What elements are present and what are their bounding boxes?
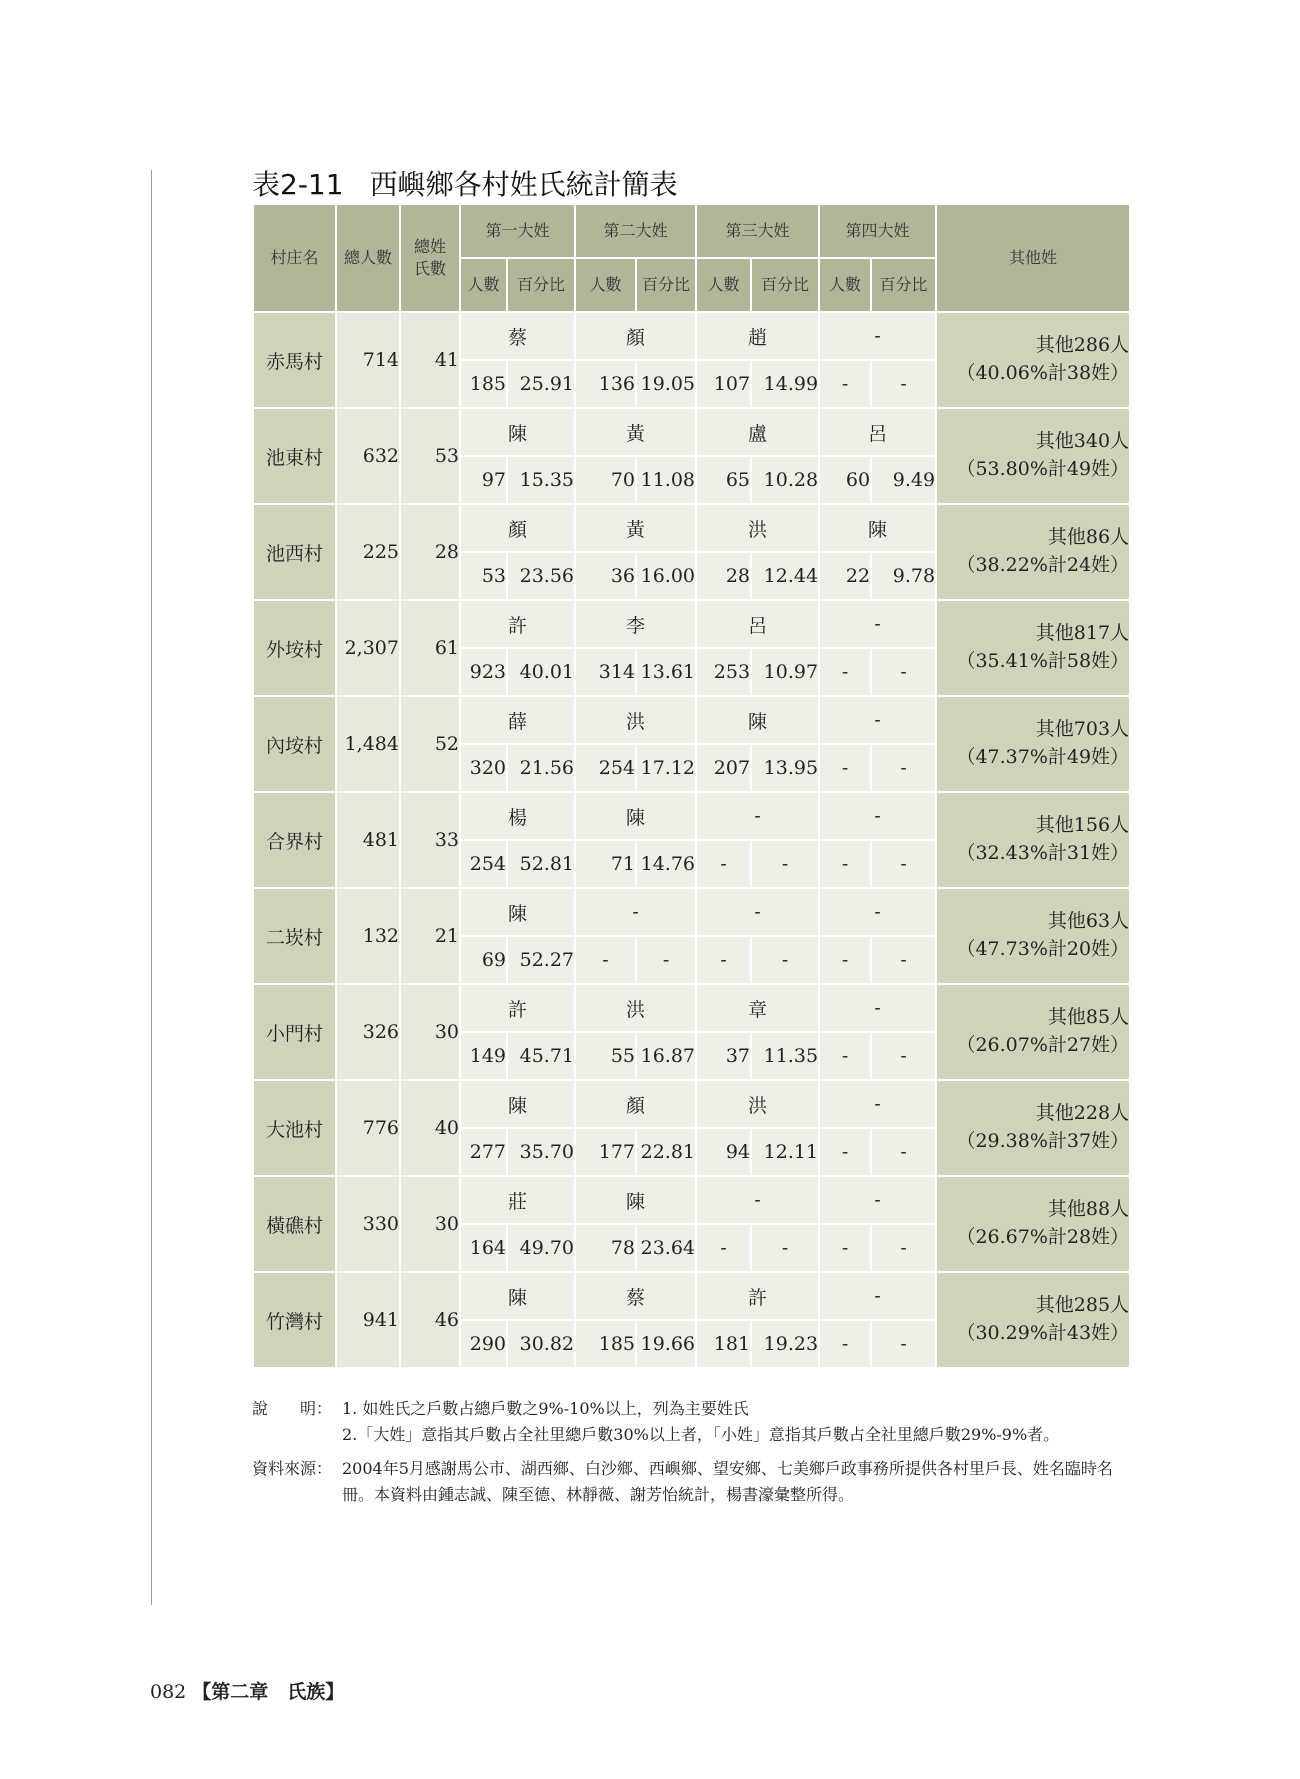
percent-cell: 9.49 (871, 456, 936, 504)
other-surnames-cell (936, 792, 1130, 888)
other-percent: （30.29%計43姓） (956, 1322, 1130, 1344)
percent-cell: - (871, 1032, 936, 1080)
percent-cell: - (751, 936, 819, 984)
surname-cell: 陳 (819, 504, 936, 552)
surname-cell: 洪 (575, 696, 696, 744)
count-cell: - (819, 936, 871, 984)
population-cell: 132 (336, 888, 400, 984)
other-count: 其他817人 (1035, 622, 1130, 645)
header-people: 人數 (575, 258, 636, 312)
percent-cell: - (871, 744, 936, 792)
count-cell: 55 (575, 1032, 636, 1080)
header-third-surname: 第三大姓 (696, 204, 819, 258)
note-item: 2.「大姓」意指其戶數占全社里總戶數30%以上者，「小姓」意指其戶數占全社里總戶數29%-9%者。 (342, 1425, 1060, 1444)
count-cell: 70 (575, 456, 636, 504)
surname-cell: 許 (460, 984, 575, 1032)
count-cell: 181 (696, 1320, 751, 1368)
surname-cell: 陳 (460, 408, 575, 456)
surname-count-cell: 46 (400, 1272, 460, 1368)
count-cell: - (819, 1032, 871, 1080)
header-people: 人數 (819, 258, 871, 312)
surname-cell: - (819, 1176, 936, 1224)
count-cell: - (696, 840, 751, 888)
table-row (253, 600, 1130, 648)
chapter-title: 【第二章 氏族】 (192, 1681, 345, 1703)
percent-cell: 19.23 (751, 1320, 819, 1368)
header-percent: 百分比 (751, 258, 819, 312)
village-name-cell: 橫礁村 (253, 1176, 336, 1272)
count-cell: - (819, 1128, 871, 1176)
count-cell: 65 (696, 456, 751, 504)
population-cell: 330 (336, 1176, 400, 1272)
count-cell: 97 (460, 456, 507, 504)
header-percent: 百分比 (507, 258, 575, 312)
table-row (253, 1176, 1130, 1224)
percent-cell: 23.56 (507, 552, 575, 600)
header-fourth-surname: 第四大姓 (819, 204, 936, 258)
count-cell: 185 (575, 1320, 636, 1368)
percent-cell: - (751, 1224, 819, 1272)
count-cell: 53 (460, 552, 507, 600)
surname-cell: 黃 (575, 408, 696, 456)
surname-cell: - (819, 696, 936, 744)
surname-count-cell: 28 (400, 504, 460, 600)
percent-cell: - (871, 648, 936, 696)
count-cell: 107 (696, 360, 751, 408)
surname-cell: 楊 (460, 792, 575, 840)
surname-count-cell: 30 (400, 1176, 460, 1272)
percent-cell: 11.35 (751, 1032, 819, 1080)
percent-cell: 40.01 (507, 648, 575, 696)
header-people: 人數 (696, 258, 751, 312)
percent-cell: 17.12 (636, 744, 696, 792)
surname-cell: - (575, 888, 696, 936)
other-count: 其他228人 (1035, 1102, 1130, 1125)
surname-cell: 趙 (696, 312, 819, 360)
count-cell: - (819, 840, 871, 888)
count-cell: 254 (575, 744, 636, 792)
percent-cell: 14.99 (751, 360, 819, 408)
percent-cell: 9.78 (871, 552, 936, 600)
village-name-cell: 竹灣村 (253, 1272, 336, 1368)
percent-cell: 30.82 (507, 1320, 575, 1368)
count-cell: 253 (696, 648, 751, 696)
percent-cell: 15.35 (507, 456, 575, 504)
surname-cell: 顏 (575, 312, 696, 360)
count-cell: - (819, 360, 871, 408)
table-row (253, 312, 1130, 360)
percent-cell: 19.66 (636, 1320, 696, 1368)
surname-count-cell: 41 (400, 312, 460, 408)
header-percent: 百分比 (636, 258, 696, 312)
population-cell: 714 (336, 312, 400, 408)
village-name-cell: 內垵村 (253, 696, 336, 792)
percent-cell: - (636, 936, 696, 984)
surname-cell: 陳 (696, 696, 819, 744)
count-cell: 22 (819, 552, 871, 600)
surname-cell: 洪 (575, 984, 696, 1032)
other-count: 其他285人 (1035, 1294, 1130, 1317)
percent-cell: 22.81 (636, 1128, 696, 1176)
other-count: 其他156人 (1035, 814, 1130, 837)
percent-cell: 23.64 (636, 1224, 696, 1272)
surname-cell: - (696, 792, 819, 840)
other-percent: （38.22%計24姓） (956, 554, 1130, 576)
percent-cell: - (751, 840, 819, 888)
population-cell: 1,484 (336, 696, 400, 792)
percent-cell: 52.27 (507, 936, 575, 984)
other-percent: （32.43%計31姓） (956, 842, 1130, 864)
other-surnames-cell (936, 504, 1130, 600)
percent-cell: 21.56 (507, 744, 575, 792)
surname-cell: 蔡 (575, 1272, 696, 1320)
percent-cell: 45.71 (507, 1032, 575, 1080)
notes-label: 說 明： (252, 1399, 333, 1418)
population-cell: 632 (336, 408, 400, 504)
header-second-surname: 第二大姓 (575, 204, 696, 258)
percent-cell: 25.91 (507, 360, 575, 408)
other-percent: （47.37%計49姓） (956, 746, 1130, 768)
table-row (253, 1272, 1130, 1320)
table-row (253, 888, 1130, 936)
other-surnames-cell (936, 1176, 1130, 1272)
village-name-cell: 小門村 (253, 984, 336, 1080)
count-cell: 923 (460, 648, 507, 696)
surname-cell: - (819, 888, 936, 936)
surname-cell: - (819, 792, 936, 840)
surname-cell: - (819, 600, 936, 648)
village-name-cell: 赤馬村 (253, 312, 336, 408)
surname-cell: - (696, 888, 819, 936)
percent-cell: - (871, 1128, 936, 1176)
percent-cell: 19.05 (636, 360, 696, 408)
table-row (253, 408, 1130, 456)
percent-cell: 49.70 (507, 1224, 575, 1272)
other-percent: （47.73%計20姓） (956, 938, 1130, 960)
surname-cell: 陳 (460, 888, 575, 936)
surname-cell: 薛 (460, 696, 575, 744)
percent-cell: 13.95 (751, 744, 819, 792)
count-cell: 28 (696, 552, 751, 600)
surname-cell: 李 (575, 600, 696, 648)
village-name-cell: 大池村 (253, 1080, 336, 1176)
count-cell: 320 (460, 744, 507, 792)
percent-cell: - (871, 360, 936, 408)
percent-cell: 16.87 (636, 1032, 696, 1080)
header-people: 人數 (460, 258, 507, 312)
surname-cell: - (696, 1176, 819, 1224)
surname-count-cell: 61 (400, 600, 460, 696)
surname-cell: 洪 (696, 1080, 819, 1128)
count-cell: - (819, 648, 871, 696)
table-title-text: 西嶼鄉各村姓氏統計簡表 (369, 168, 678, 201)
count-cell: 314 (575, 648, 636, 696)
surname-cell: 莊 (460, 1176, 575, 1224)
source-text: 2004年5月感謝馬公市、湖西鄉、白沙鄉、西嶼鄉、望安鄉、七美鄉戶政事務所提供各村里戶長、姓名臨時名冊。本資料由鍾志誠、陳至德、林靜薇、謝芳怡統計，楊書濠彙整所得。 (342, 1459, 1113, 1504)
percent-cell: 16.00 (636, 552, 696, 600)
other-count: 其他88人 (1047, 1198, 1130, 1221)
table-title (252, 163, 678, 203)
other-percent: （29.38%計37姓） (956, 1130, 1130, 1152)
surname-cell: - (819, 984, 936, 1032)
surname-cell: 許 (696, 1272, 819, 1320)
other-surnames-cell (936, 888, 1130, 984)
header-surname-count: 總姓 氏數 (400, 204, 460, 312)
surname-cell: 顏 (575, 1080, 696, 1128)
count-cell: 277 (460, 1128, 507, 1176)
other-count: 其他340人 (1035, 430, 1130, 453)
count-cell: 60 (819, 456, 871, 504)
population-cell: 326 (336, 984, 400, 1080)
percent-cell: 10.28 (751, 456, 819, 504)
count-cell: 69 (460, 936, 507, 984)
village-name-cell: 外垵村 (253, 600, 336, 696)
population-cell: 225 (336, 504, 400, 600)
header-others: 其他姓 (936, 204, 1130, 312)
table-row (253, 696, 1130, 744)
population-cell: 941 (336, 1272, 400, 1368)
page-number: 082 (150, 1681, 187, 1703)
count-cell: 207 (696, 744, 751, 792)
other-count: 其他85人 (1047, 1006, 1130, 1029)
margin-rule (151, 170, 152, 1605)
surname-cell: 黃 (575, 504, 696, 552)
percent-cell: 12.44 (751, 552, 819, 600)
table-number: 表2-11 (252, 168, 344, 201)
village-name-cell: 二崁村 (253, 888, 336, 984)
count-cell: - (819, 1320, 871, 1368)
surname-cell: 呂 (696, 600, 819, 648)
other-surnames-cell (936, 1080, 1130, 1176)
header-first-surname: 第一大姓 (460, 204, 575, 258)
count-cell: 177 (575, 1128, 636, 1176)
other-percent: （26.07%計27姓） (956, 1034, 1130, 1056)
other-count: 其他63人 (1047, 910, 1130, 933)
surname-cell: - (819, 1080, 936, 1128)
surname-count-cell: 21 (400, 888, 460, 984)
surname-count-cell: 33 (400, 792, 460, 888)
population-cell: 776 (336, 1080, 400, 1176)
surname-cell: 洪 (696, 504, 819, 552)
percent-cell: 12.11 (751, 1128, 819, 1176)
population-cell: 2,307 (336, 600, 400, 696)
percent-cell: 13.61 (636, 648, 696, 696)
other-surnames-cell (936, 696, 1130, 792)
other-count: 其他286人 (1035, 334, 1130, 357)
count-cell: - (696, 936, 751, 984)
surname-cell: 呂 (819, 408, 936, 456)
count-cell: 290 (460, 1320, 507, 1368)
other-percent: （53.80%計49姓） (956, 458, 1130, 480)
other-surnames-cell (936, 984, 1130, 1080)
count-cell: 36 (575, 552, 636, 600)
percent-cell: 10.97 (751, 648, 819, 696)
note-item: 1. 如姓氏之戶數占總戶數之9%-10%以上，列為主要姓氏 (342, 1399, 749, 1418)
count-cell: 71 (575, 840, 636, 888)
percent-cell: 35.70 (507, 1128, 575, 1176)
count-cell: 164 (460, 1224, 507, 1272)
source-label: 資料來源： (252, 1459, 333, 1478)
count-cell: - (575, 936, 636, 984)
header-percent: 百分比 (871, 258, 936, 312)
other-count: 其他703人 (1035, 718, 1130, 741)
page-footer (150, 1677, 344, 1704)
count-cell: 136 (575, 360, 636, 408)
other-surnames-cell (936, 312, 1130, 408)
surname-cell: - (819, 312, 936, 360)
village-name-cell: 合界村 (253, 792, 336, 888)
header-village: 村庄名 (253, 204, 336, 312)
surname-cell: 顏 (460, 504, 575, 552)
village-name-cell: 池東村 (253, 408, 336, 504)
percent-cell: 52.81 (507, 840, 575, 888)
population-cell: 481 (336, 792, 400, 888)
table-row (253, 1080, 1130, 1128)
other-percent: （40.06%計38姓） (956, 362, 1130, 384)
surname-cell: 蔡 (460, 312, 575, 360)
other-surnames-cell (936, 600, 1130, 696)
table-row (253, 792, 1130, 840)
count-cell: 254 (460, 840, 507, 888)
count-cell: - (819, 1224, 871, 1272)
header-population: 總人數 (336, 204, 400, 312)
count-cell: 78 (575, 1224, 636, 1272)
count-cell: 37 (696, 1032, 751, 1080)
surname-count-cell: 52 (400, 696, 460, 792)
count-cell: - (819, 744, 871, 792)
surname-cell: 陳 (575, 792, 696, 840)
table-body (253, 312, 1130, 1368)
count-cell: - (696, 1224, 751, 1272)
surname-cell: 陳 (575, 1176, 696, 1224)
percent-cell: - (871, 1320, 936, 1368)
table-row (253, 504, 1130, 552)
surname-cell: 章 (696, 984, 819, 1032)
count-cell: 94 (696, 1128, 751, 1176)
other-surnames-cell (936, 408, 1130, 504)
table-row (253, 984, 1130, 1032)
percent-cell: 11.08 (636, 456, 696, 504)
surname-count-cell: 53 (400, 408, 460, 504)
table-notes (252, 1396, 1132, 1508)
count-cell: 185 (460, 360, 507, 408)
percent-cell: - (871, 840, 936, 888)
village-name-cell: 池西村 (253, 504, 336, 600)
percent-cell: - (871, 936, 936, 984)
surname-cell: 陳 (460, 1080, 575, 1128)
other-percent: （35.41%計58姓） (956, 650, 1130, 672)
percent-cell: - (871, 1224, 936, 1272)
other-count: 其他86人 (1047, 526, 1130, 549)
other-surnames-cell (936, 1272, 1130, 1368)
surname-cell: 陳 (460, 1272, 575, 1320)
surname-cell: - (819, 1272, 936, 1320)
surname-statistics-table (252, 203, 1131, 1369)
surname-count-cell: 30 (400, 984, 460, 1080)
other-percent: （26.67%計28姓） (956, 1226, 1130, 1248)
surname-count-cell: 40 (400, 1080, 460, 1176)
surname-cell: 盧 (696, 408, 819, 456)
count-cell: 149 (460, 1032, 507, 1080)
percent-cell: 14.76 (636, 840, 696, 888)
surname-cell: 許 (460, 600, 575, 648)
